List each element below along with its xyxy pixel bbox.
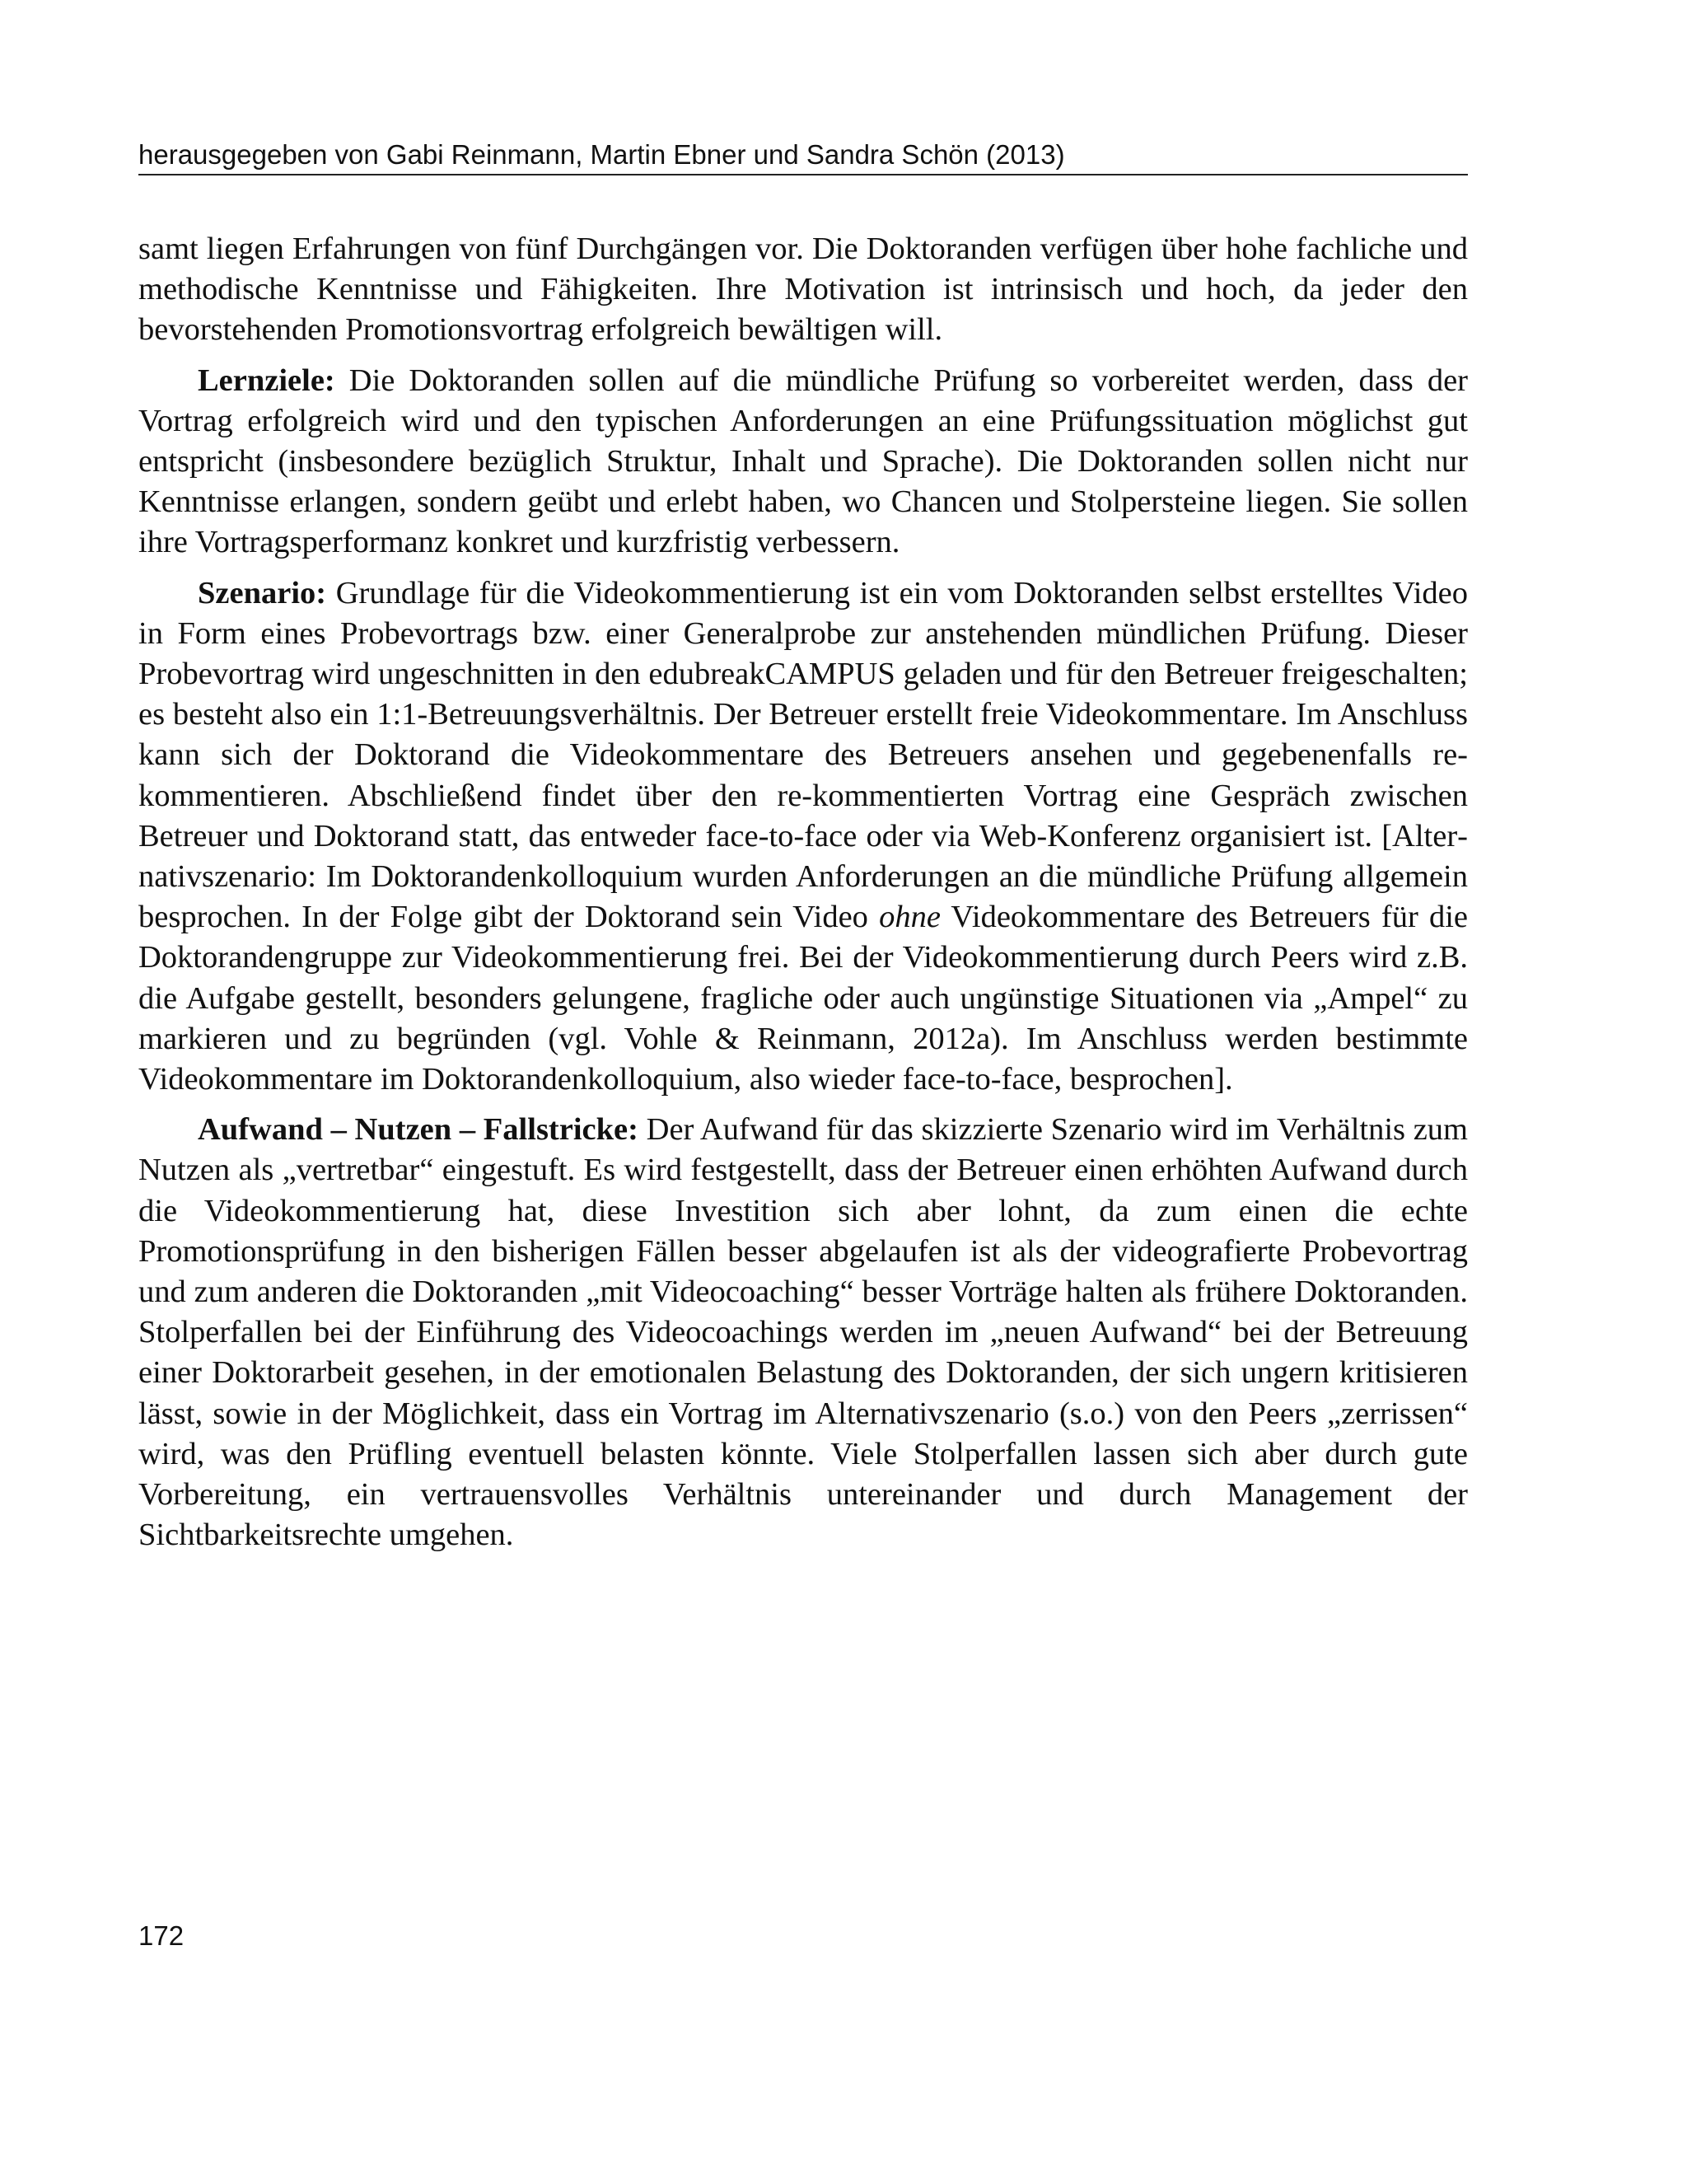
paragraph-lead: Lernziele: xyxy=(198,362,335,398)
paragraph-text: Videokommentare des Betreuers für die Doktorandengruppe zur Videokommentierung frei. Bei der Videokommentierung durch Peers wird z.B. die Aufgabe gestellt, besonders gelungene, fragliche oder auch ungünstige Situationen via „Ampel“ zu markieren und zu begründen (vgl. Vohle & Reinmann, 2012a). Im Anschluss werden bestimmte Videokommentare im Doktorandenkolloquium, also wieder face-to-face, besprochen]. xyxy=(138,900,1468,1097)
running-head: herausgegeben von Gabi Reinmann, Martin Ebner und Sandra Schön (2013) xyxy=(138,139,1065,170)
paragraph-text: Die Doktoranden sollen auf die mündliche Prüfung so vorbereitet werden, dass der Vortrag erfolgreich wird und den typischen Anforderungen an eine Prüfungssituation möglichst gut entspricht (insbesondere bezüglich Struktur, Inhalt und Sprache). Die Doktoranden sollen nicht nur Kenntnisse erlangen, sondern geübt und erlebt haben, wo Chancen und Stolpersteine liegen. Sie sollen ihre Vortragsperformanz konkret und kurzfristig verbessern. xyxy=(138,362,1468,560)
paragraph-szenario xyxy=(138,573,1468,1101)
paragraph-lernziele xyxy=(138,361,1468,564)
page-number: 172 xyxy=(138,1920,185,1951)
header-rule xyxy=(138,174,1468,175)
paragraph-lead: Szenario: xyxy=(198,575,327,610)
paragraph-text: Grundlage für die Videokommentierung ist ein vom Doktoranden selbst erstelltes Video in Form eines Probevortrags bzw. einer Generalprobe zur anstehenden mündlichen Prüfung. Dieser Probevortrag wird ungeschnitten in den edubreakCAMPUS geladen und für den Betreuer freigeschalten; es besteht also ein 1:1-Betreuungsverhältnis. Der Betreuer erstellt freie Videokommentare. Im Anschluss kann sich der Doktorand die Videokommentare des Betreuers ansehen und gegebenenfalls re-kommentieren. Abschließend findet über den re-kommentierten Vortrag eine Gespräch zwischen Betreuer und Doktorand statt, das entweder face-to-face oder via Web-Konferenz organisiert ist. [Alternativszenario: Im Doktorandenkolloquium wurden Anforderungen an die mündliche Prüfung allgemein besprochen. In der Folge gibt der Doktorand sein Video xyxy=(138,575,1468,935)
paragraph-continuation xyxy=(138,229,1468,351)
paragraph-text: samt liegen Erfahrungen von fünf Durchgängen vor. Die Doktoranden verfügen über hohe fachliche und methodische Kenntnisse und Fähigkeiten. Ihre Motivation ist intrinsisch und hoch, da jeder den bevorstehenden Promotionsvortrag erfolgreich bewältigen will. xyxy=(138,231,1468,348)
body-text xyxy=(138,229,1468,1566)
emphasis-text: ohne xyxy=(879,900,941,935)
paragraph-text: Der Aufwand für das skizzierte Szenario wird im Verhältnis zum Nutzen als „vertretbar“ eingestuft. Es wird festgestellt, dass der Betreuer einen erhöhten Aufwand durch die Videokommentierung hat, diese Investition sich aber lohnt, da zum einen die echte Promotionsprüfung in den bisherigen Fällen besser abgelaufen ist als der videografierte Probevortrag und zum anderen die Doktoranden „mit Videocoaching“ besser Vorträge halten als frühere Doktoranden. Stolperfallen bei der Einführung des Videocoachings werden im „neuen Aufwand“ bei der Betreuung einer Doktorarbeit gesehen, in der emotionalen Belastung des Doktoranden, der sich ungern kritisieren lässt, sowie in der Möglichkeit, dass ein Vortrag im Alternativszenario (s.o.) von den Peers „zerrissen“ wird, was den Prüfling eventuell belasten könnte. Viele Stolperfallen lassen sich aber durch gute Vorbereitung, ein vertrauensvolles Verhältnis untereinander und durch Management der Sichtbarkeitsrechte umgehen. xyxy=(138,1112,1468,1553)
paragraph-aufwand xyxy=(138,1110,1468,1555)
paragraph-lead: Aufwand – Nutzen – Fallstricke: xyxy=(198,1112,638,1148)
